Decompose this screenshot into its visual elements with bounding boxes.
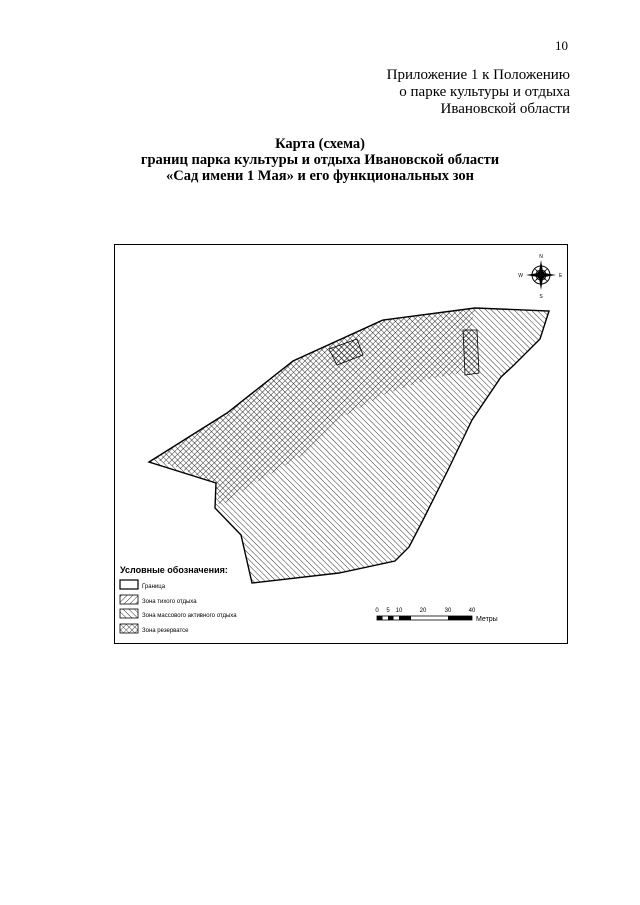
document-title bbox=[0, 136, 640, 184]
title-line-1: Карта (схема) bbox=[275, 136, 365, 152]
scale-bar bbox=[375, 608, 497, 623]
scale-tick-20: 20 bbox=[419, 608, 427, 614]
compass-south-label: S bbox=[539, 294, 543, 300]
legend-title: Условные обозначения: bbox=[120, 565, 228, 575]
legend-label-reserve: Зона резерватсе bbox=[142, 628, 189, 634]
scale-tick-0: 0 bbox=[375, 608, 379, 614]
scale-unit: Метры bbox=[476, 616, 498, 623]
compass-west-label: W bbox=[518, 273, 523, 279]
title-line-2: границ парка культуры и отдыха Ивановской области bbox=[140, 152, 500, 168]
compass-east-label: E bbox=[559, 273, 563, 279]
zone-reserve-1 bbox=[463, 330, 479, 375]
scale-tick-40: 40 bbox=[468, 608, 476, 614]
map-frame bbox=[114, 244, 568, 644]
legend-item-quiet bbox=[120, 595, 197, 605]
scale-tick-5: 5 bbox=[386, 608, 390, 614]
page-number: 10 bbox=[555, 38, 568, 53]
appendix-line-1: Приложение 1 к Положению bbox=[386, 67, 570, 83]
legend-item-mass-active bbox=[120, 609, 237, 619]
legend-label-boundary: Граница bbox=[142, 584, 166, 590]
scale-tick-30: 30 bbox=[444, 608, 452, 614]
park-map bbox=[115, 245, 569, 645]
appendix-note bbox=[387, 67, 570, 118]
legend bbox=[120, 565, 237, 634]
legend-label-mass-active: Зона массового активного отдыха bbox=[142, 613, 237, 619]
legend-item-boundary bbox=[120, 580, 166, 590]
legend-label-quiet: Зона тихого отдыха bbox=[142, 599, 197, 605]
compass-rose bbox=[518, 254, 563, 300]
appendix-line-3: Ивановской области bbox=[440, 101, 570, 117]
compass-north-label: N bbox=[539, 254, 543, 260]
title-line-3: «Сад имени 1 Мая» и его функциональных зон bbox=[166, 168, 474, 184]
legend-item-reserve bbox=[120, 624, 189, 634]
appendix-line-2: о парке культуры и отдыха bbox=[399, 84, 570, 100]
scale-tick-10: 10 bbox=[395, 608, 403, 614]
